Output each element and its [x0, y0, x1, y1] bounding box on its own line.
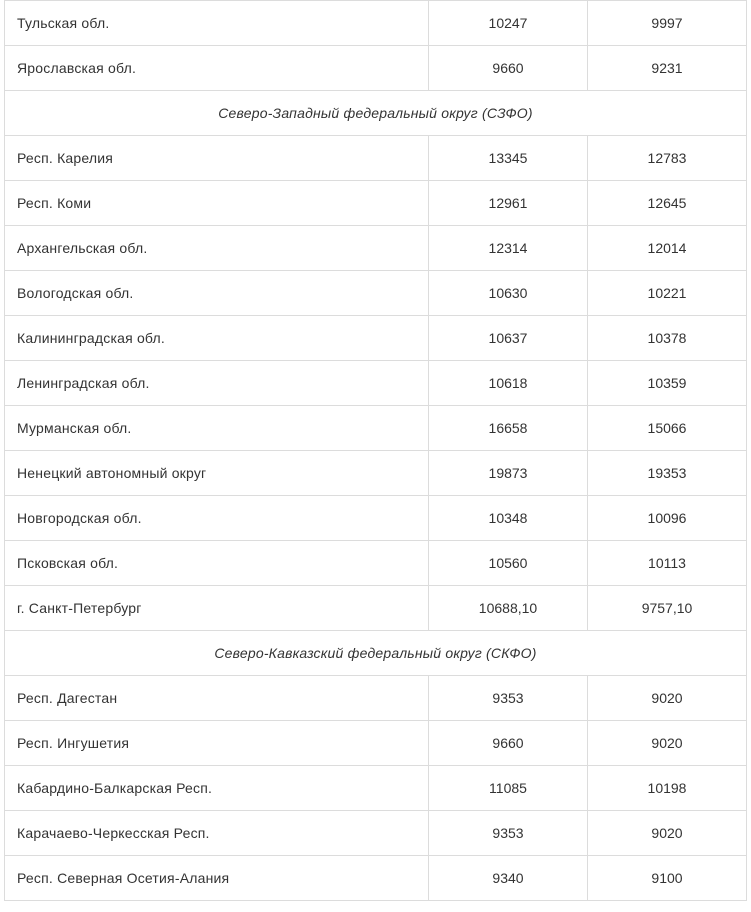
- region-cell: Мурманская обл.: [5, 406, 429, 451]
- table-row: [5, 181, 747, 226]
- value-2-cell: 9231: [588, 46, 747, 91]
- value-2-cell: 10096: [588, 496, 747, 541]
- value-1-cell: 11085: [429, 766, 588, 811]
- region-cell: Респ. Дагестан: [5, 676, 429, 721]
- region-cell: Псковская обл.: [5, 541, 429, 586]
- value-2-cell: 10221: [588, 271, 747, 316]
- value-2-cell: 9020: [588, 676, 747, 721]
- value-1-cell: 19873: [429, 451, 588, 496]
- table-row: [5, 856, 747, 901]
- value-2-cell: 15066: [588, 406, 747, 451]
- table-row: [5, 271, 747, 316]
- value-1-cell: 9353: [429, 676, 588, 721]
- table-row: [5, 586, 747, 631]
- value-2-cell: 9100: [588, 856, 747, 901]
- value-1-cell: 12314: [429, 226, 588, 271]
- region-cell: Респ. Коми: [5, 181, 429, 226]
- value-1-cell: 9353: [429, 811, 588, 856]
- table-row: [5, 226, 747, 271]
- region-cell: Ненецкий автономный округ: [5, 451, 429, 496]
- region-cell: г. Санкт-Петербург: [5, 586, 429, 631]
- value-2-cell: 10378: [588, 316, 747, 361]
- region-cell: Калининградская обл.: [5, 316, 429, 361]
- value-2-cell: 10113: [588, 541, 747, 586]
- region-cell: Вологодская обл.: [5, 271, 429, 316]
- table-row: [5, 46, 747, 91]
- value-1-cell: 10618: [429, 361, 588, 406]
- table-row: [5, 1, 747, 46]
- region-cell: Архангельская обл.: [5, 226, 429, 271]
- table-row: [5, 541, 747, 586]
- table-container: [4, 0, 746, 901]
- section-title: Северо-Кавказский федеральный округ (СКФО): [5, 631, 747, 676]
- value-2-cell: 9997: [588, 1, 747, 46]
- section-header-row: [5, 91, 747, 136]
- value-1-cell: 13345: [429, 136, 588, 181]
- value-1-cell: 12961: [429, 181, 588, 226]
- table-row: [5, 496, 747, 541]
- region-cell: Карачаево-Черкесская Респ.: [5, 811, 429, 856]
- region-cell: Тульская обл.: [5, 1, 429, 46]
- value-1-cell: 9340: [429, 856, 588, 901]
- value-2-cell: 9020: [588, 811, 747, 856]
- table-row: [5, 721, 747, 766]
- section-title: Северо-Западный федеральный округ (СЗФО): [5, 91, 747, 136]
- regional-values-table: [4, 0, 747, 901]
- value-2-cell: 12783: [588, 136, 747, 181]
- section-header-row: [5, 631, 747, 676]
- region-cell: Ленинградская обл.: [5, 361, 429, 406]
- value-1-cell: 10348: [429, 496, 588, 541]
- table-row: [5, 451, 747, 496]
- region-cell: Респ. Ингушетия: [5, 721, 429, 766]
- table-row: [5, 676, 747, 721]
- table-row: [5, 406, 747, 451]
- value-1-cell: 10630: [429, 271, 588, 316]
- table-row: [5, 361, 747, 406]
- table-row: [5, 136, 747, 181]
- value-1-cell: 9660: [429, 46, 588, 91]
- value-1-cell: 16658: [429, 406, 588, 451]
- value-2-cell: 9757,10: [588, 586, 747, 631]
- value-2-cell: 19353: [588, 451, 747, 496]
- region-cell: Ярославская обл.: [5, 46, 429, 91]
- region-cell: Кабардино-Балкарская Респ.: [5, 766, 429, 811]
- value-1-cell: 10688,10: [429, 586, 588, 631]
- value-2-cell: 9020: [588, 721, 747, 766]
- table-row: [5, 766, 747, 811]
- value-2-cell: 10359: [588, 361, 747, 406]
- value-1-cell: 10247: [429, 1, 588, 46]
- table-row: [5, 316, 747, 361]
- value-2-cell: 10198: [588, 766, 747, 811]
- value-1-cell: 9660: [429, 721, 588, 766]
- region-cell: Респ. Северная Осетия-Алания: [5, 856, 429, 901]
- value-2-cell: 12014: [588, 226, 747, 271]
- value-1-cell: 10637: [429, 316, 588, 361]
- region-cell: Респ. Карелия: [5, 136, 429, 181]
- table-body: [5, 1, 747, 901]
- region-cell: Новгородская обл.: [5, 496, 429, 541]
- table-row: [5, 811, 747, 856]
- value-1-cell: 10560: [429, 541, 588, 586]
- value-2-cell: 12645: [588, 181, 747, 226]
